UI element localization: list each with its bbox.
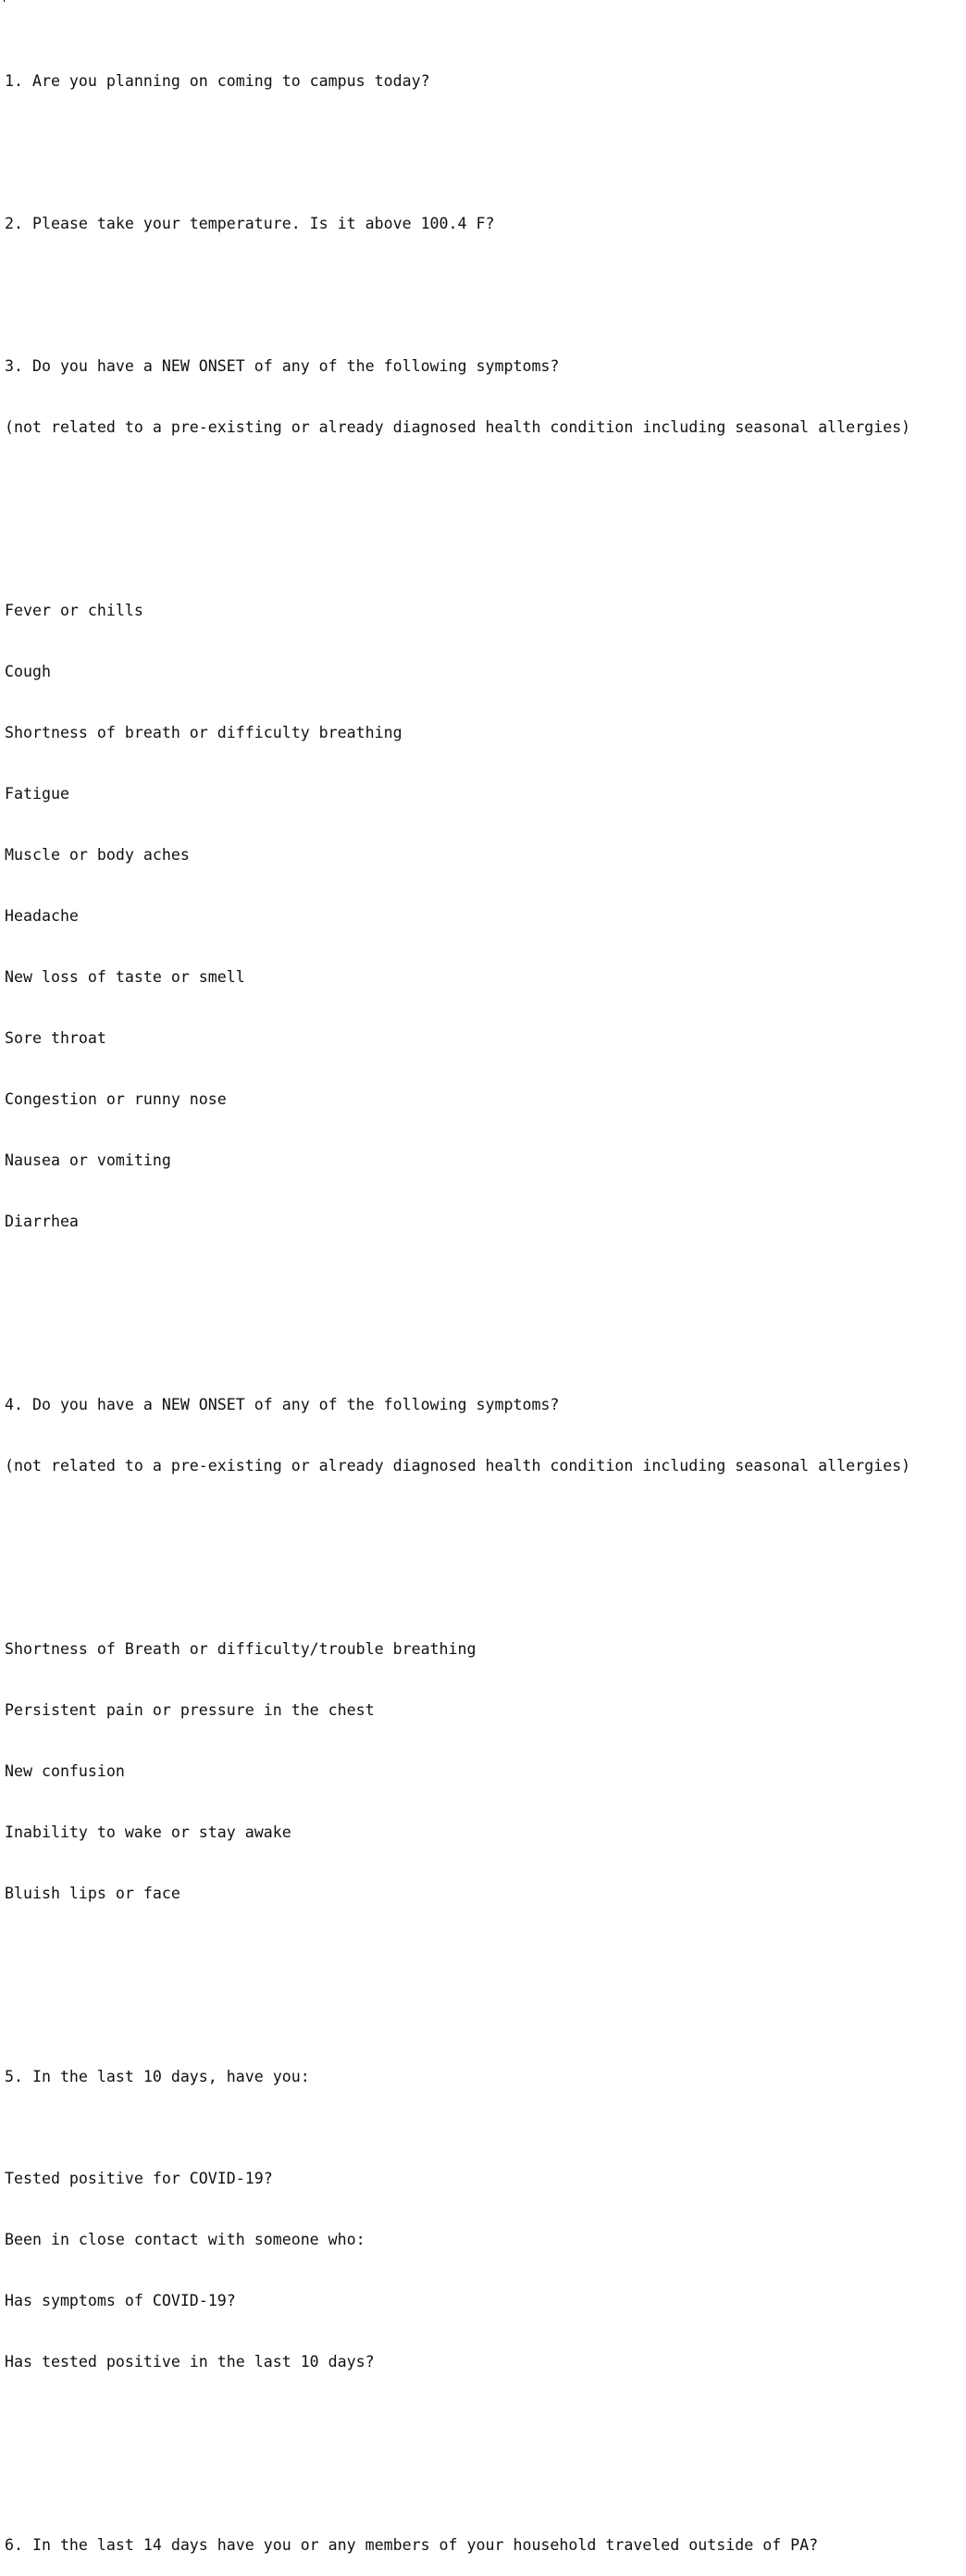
- question-4: 4. Do you have a NEW ONSET of any of the following symptoms?: [5, 1396, 560, 1413]
- list-item: Shortness of breath or difficulty breathing: [5, 724, 402, 741]
- list-item: Headache: [5, 907, 79, 925]
- blank-line: [5, 1313, 966, 1334]
- question-1: 1. Are you planning on coming to campus today?: [5, 72, 430, 90]
- question-3: 3. Do you have a NEW ONSET of any of the following symptoms?: [5, 357, 560, 375]
- list-item: Shortness of Breath or difficulty/trouble breathing: [5, 1640, 477, 1658]
- question-5: 5. In the last 10 days, have you:: [5, 2068, 310, 2085]
- list-item: Persistent pain or pressure in the chest: [5, 1701, 375, 1719]
- list-item: Bluish lips or face: [5, 1885, 180, 1902]
- list-item: Cough: [5, 663, 51, 680]
- list-item: Nausea or vomiting: [5, 1151, 171, 1169]
- list-item: Has tested positive in the last 10 days?: [5, 2353, 375, 2371]
- list-item: Diarrhea: [5, 1213, 79, 1230]
- text-caret: [4, 0, 5, 2]
- question-6: 6. In the last 14 days have you or any members of your household traveled outside of PA?: [5, 2536, 819, 2554]
- q3-symptom-list: [5, 560, 966, 1273]
- q4-symptom-list: [5, 1599, 966, 1945]
- list-item: Muscle or body aches: [5, 846, 190, 864]
- list-item: Sore throat: [5, 1029, 106, 1047]
- list-item: New confusion: [5, 1762, 125, 1780]
- list-item: Tested positive for COVID-19?: [5, 2170, 273, 2187]
- question-3-note: (not related to a pre-existing or already diagnosed health condition including seasonal allergies): [5, 418, 911, 436]
- list-item: Fatigue: [5, 785, 69, 803]
- q5-item-list: [5, 2128, 966, 2413]
- blank-line: [5, 275, 966, 295]
- blank-line: [5, 2454, 966, 2474]
- list-item: Been in close contact with someone who:: [5, 2231, 365, 2248]
- list-item: Has symptoms of COVID-19?: [5, 2292, 236, 2309]
- blank-line: [5, 1985, 966, 2006]
- list-item: New loss of taste or smell: [5, 968, 245, 986]
- question-4-note: (not related to a pre-existing or already diagnosed health condition including seasonal allergies): [5, 1457, 911, 1475]
- list-item: Congestion or runny nose: [5, 1090, 227, 1108]
- question-2: 2. Please take your temperature. Is it above 100.4 F?: [5, 215, 495, 232]
- blank-line: [5, 132, 966, 153]
- blank-line: [5, 1517, 966, 1537]
- list-item: Fever or chills: [5, 602, 143, 619]
- list-item: Inability to wake or stay awake: [5, 1823, 291, 1841]
- blank-line: [5, 479, 966, 499]
